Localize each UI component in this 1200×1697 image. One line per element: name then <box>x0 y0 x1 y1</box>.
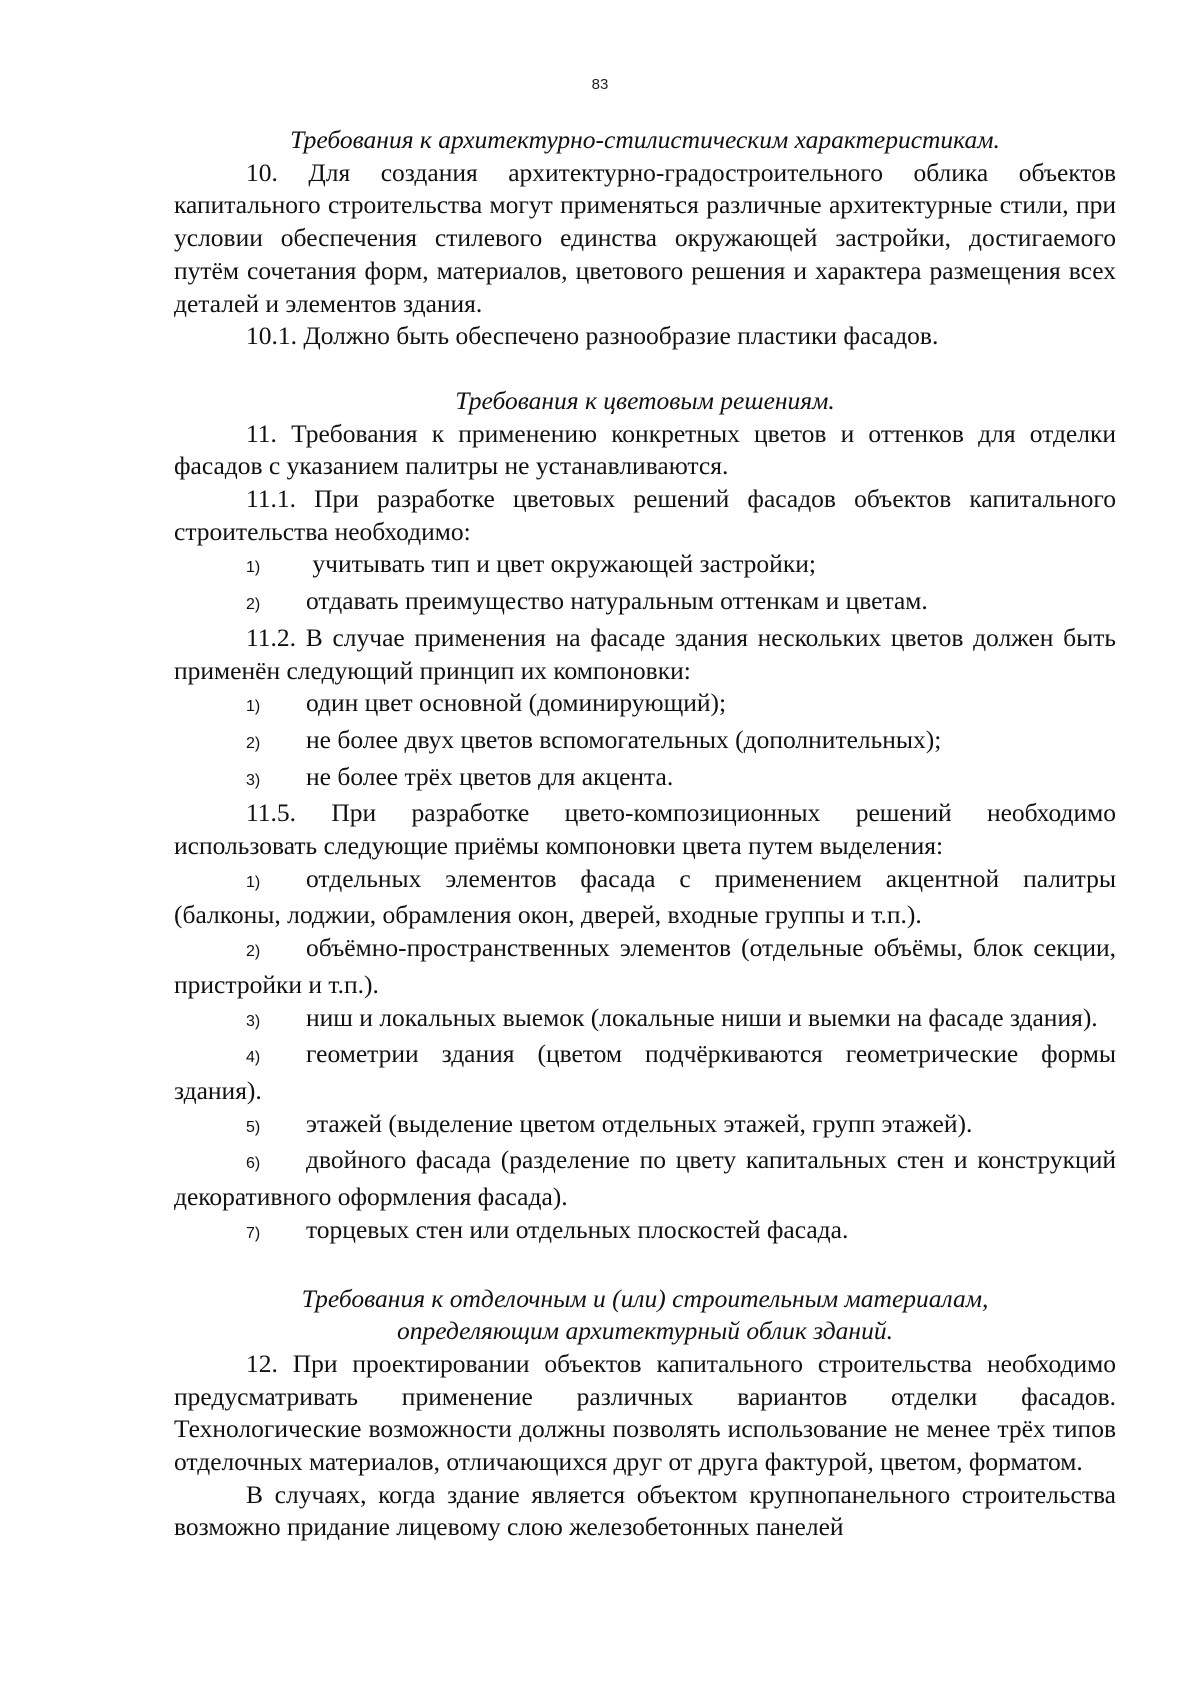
list-item-text: один цвет основной (доминирующий); <box>306 688 727 718</box>
list-item-text: не более двух цветов вспомогательных (дополнительных); <box>306 724 942 754</box>
section-heading-architecture: Требования к архитектурно-стилистическим характеристикам. <box>290 125 1000 154</box>
list-11-1 <box>174 548 1116 621</box>
list-item-number: 1) <box>246 559 261 577</box>
list-item-number: 4) <box>246 1049 261 1067</box>
list-item-text: учитывать тип и цвет окружающей застройки; <box>306 549 816 579</box>
document-body <box>174 124 1116 1544</box>
list-11-2 <box>174 687 1116 797</box>
section-heading-colors: Требования к цветовым решениям. <box>455 385 835 415</box>
list-item-text: ниш и локальных выемок (локальные ниши и выемки на фасаде здания). <box>306 1002 1098 1032</box>
list-item-number: 3) <box>246 1012 261 1030</box>
list-item-text: отдавать преимущество натуральным оттенкам и цветам. <box>306 586 928 616</box>
list-item-number: 2) <box>246 943 261 961</box>
list-item <box>174 761 1116 798</box>
list-item-text: двойного фасада (разделение по цвету капитальных стен и конструкций декоративного оформления фасада). <box>174 1145 1116 1212</box>
section-heading-materials-line1: Требования к отделочным и (или) строительным материалам, <box>301 1283 989 1313</box>
paragraph-12: 12. При проектировании объектов капитального строительства необходимо предусматривать применение различных вариантов отделки фасадов. Технологические возможности должны позволять использование не менее трёх типов отделочных материалов, отличающихся друг от друга фактурой, цветом, форматом. <box>174 1348 1116 1477</box>
list-item-number: 2) <box>246 734 261 752</box>
list-item <box>174 724 1116 761</box>
list-item <box>174 863 1116 932</box>
list-11-5 <box>174 863 1116 1251</box>
list-item-number: 7) <box>246 1224 261 1242</box>
list-item-text: объёмно-пространственных элементов (отдельные объёмы, блок секции, пристройки и т.п.). <box>174 933 1116 999</box>
list-item-number: 6) <box>246 1155 261 1173</box>
page-number: 83 <box>591 76 609 93</box>
list-item-number: 5) <box>246 1118 261 1136</box>
list-item <box>174 585 1116 622</box>
list-item-text: не более трёх цветов для акцента. <box>306 761 674 791</box>
list-item-number: 3) <box>246 771 261 789</box>
list-item-text: геометрии здания (цветом подчёркиваются геометрические формы здания). <box>174 1039 1116 1105</box>
paragraph-11-2: 11.2. В случае применения на фасаде здания нескольких цветов должен быть применён следующий принцип их компоновки: <box>174 622 1116 685</box>
paragraph-10-1: 10.1. Должно быть обеспечено разнообразие пластики фасадов. <box>246 321 939 351</box>
list-item <box>174 1108 1116 1145</box>
paragraph-12-b: В случаях, когда здание является объектом крупнопанельного строительства возможно придание лицевому слою железобетонных панелей <box>174 1479 1116 1542</box>
paragraph-11-1: 11.1. При разработке цветовых решений фасадов объектов капитального строительства необходимо: <box>174 484 1116 546</box>
list-item <box>174 1144 1116 1213</box>
list-item <box>174 1214 1116 1251</box>
section-heading-materials-line2: определяющим архитектурный облик зданий. <box>397 1316 893 1346</box>
list-item <box>174 548 1116 585</box>
paragraph-11-5: 11.5. При разработке цвето-композиционных решений необходимо использовать следующие приёмы компоновки цвета путем выделения: <box>174 798 1116 861</box>
list-item-text: торцевых стен или отдельных плоскостей фасада. <box>306 1214 849 1244</box>
list-item <box>174 1038 1116 1107</box>
list-item-text: отдельных элементов фасада с применением акцентной палитры (балконы, лоджии, обрамления окон, дверей, входные группы и т.п.). <box>174 863 1116 930</box>
list-item <box>174 687 1116 724</box>
paragraph-11: 11. Требования к применению конкретных цветов и оттенков для отделки фасадов с указанием палитры не устанавливаются. <box>174 418 1116 481</box>
list-item-number: 2) <box>246 596 261 614</box>
list-item-number: 1) <box>246 698 261 716</box>
list-item <box>174 932 1116 1001</box>
list-item-text: этажей (выделение цветом отдельных этажей, групп этажей). <box>306 1108 973 1138</box>
paragraph-10: 10. Для создания архитектурно-градостроительного облика объектов капитального строительства могут применяться различные архитектурные стили, при условии обеспечения стилевого единства окружающей застройки, достигаемого путём сочетания форм, материалов, цветового решения и характера размещения всех деталей и элементов здания. <box>174 157 1116 318</box>
list-item <box>174 1002 1116 1039</box>
list-item-number: 1) <box>246 873 261 891</box>
